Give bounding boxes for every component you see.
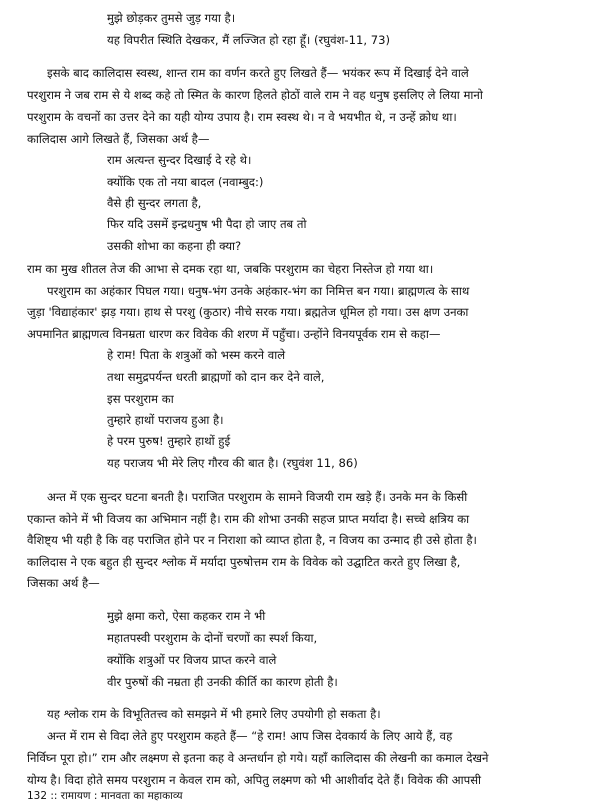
verse-line: मुझे छोड़कर तुमसे जुड़ गया है। (107, 11, 236, 25)
paragraph-line: परशुराम ने जब राम से ये शब्द कहे तो स्मित के कारण हिलते होठों वाले राम ने वह धनुष इसलिए ले लिया मानो (27, 88, 483, 102)
paragraph-line: राम का मुख शीतल तेज की आभा से दमक रहा था, जबकि परशुराम का चेहरा निस्तेज हो गया था। (27, 262, 434, 276)
paragraph-line: एकान्त कोने में भी विजय का अभिमान नहीं है। राम की शोभा उनकी सहज प्राप्त मर्यादा है। सच्चे क्षत्रिय का (27, 512, 470, 526)
paragraph-line: योग्य है। विदा होते समय परशुराम न केवल राम को, अपितु लक्ष्मण को भी आशीर्वाद देते हैं। विवेक की आपसी (27, 773, 482, 787)
verse-line: मुझे क्षमा करो, ऐसा कहकर राम ने भी (107, 609, 266, 623)
paragraph-line: यह श्लोक राम के विभूतितत्त्व को समझने में भी हमारे लिए उपयोगी हो सकता है। (47, 707, 381, 721)
paragraph-line: अन्त में एक सुन्दर घटना बनती है। पराजित परशुराम के सामने विजयी राम खड़े हैं। उनके मन के किसी (47, 490, 468, 504)
verse-line: वैसे ही सुन्दर लगता है, (107, 196, 202, 210)
verse-line: फिर यदि उसमें इन्द्रधनुष भी पैदा हो जाए तब तो (107, 217, 307, 231)
paragraph-line: अन्त में राम से विदा लेते हुए परशुराम कहते हैं— “हे राम! आप जिस देवकार्य के लिए आये हैं, वह (47, 729, 453, 743)
verse-line: वीर पुरुषों की नम्रता ही उनकी कीर्ति का कारण होती है। (107, 675, 338, 689)
page-footer: 132 :: रामायण : मानवता का महाकाव्य (27, 790, 183, 802)
verse-line: तुम्हारे हाथों पराजय हुआ है। (107, 413, 224, 427)
paragraph-line: जिसका अर्थ है— (27, 576, 100, 590)
verse-line: राम अत्यन्त सुन्दर दिखाई दे रहे थे। (107, 153, 252, 167)
verse-line: महातपस्वी परशुराम के दोनों चरणों का स्पर्श किया, (107, 631, 318, 645)
verse-line: तथा समुद्रपर्यन्त धरती ब्राह्मणों को दान कर देने वाले, (107, 370, 325, 384)
paragraph-line: परशुराम का अहंकार पिघल गया। धनुष-भंग उनके अहंकार-भंग का निमित्त बन गया। ब्राह्मणत्व के साथ (47, 284, 470, 298)
paragraph-line: जुड़ा 'विद्याहंकार' झड़ गया। हाथ से परशु (कुठार) नीचे सरक गया। ब्रह्मतेज धूमिल हो गया। उस क्षण उनका (27, 305, 469, 319)
paragraph-line: इसके बाद कालिदास स्वस्थ, शान्त राम का वर्णन करते हुए लिखते हैं— भयंकर रूप में दिखाई देने वाले (47, 66, 469, 80)
paragraph-line: निर्विघ्न पूरा हो।” राम और लक्ष्मण से इतना कह वे अन्तर्धान हो गये। यहाँ कालिदास की लेखनी का कमाल देखने (27, 751, 489, 765)
verse-line: हे राम! पिता के शत्रुओं को भस्म करने वाले (107, 348, 286, 362)
paragraph-line: वैशिष्ट्य भी यही है कि वह पराजित होने पर न निराशा को व्याप्त होता है, न विजय का उन्माद ही उसे होता है। (27, 533, 477, 547)
verse-line: हे परम पुरुष! तुम्हारे हाथों हुई (107, 434, 231, 448)
verse-line: क्योंकि एक तो नया बादल (नवाम्बुद:) (107, 175, 264, 189)
paragraph-line: अपमानित ब्राह्मणत्व विनम्रता धारण कर विवेक की शरण में पहुँचा। उन्होंने विनयपूर्वक राम से कहा— (27, 327, 441, 341)
verse-line: इस परशुराम का (107, 392, 174, 406)
verse-line: क्योंकि शत्रुओं पर विजय प्राप्त करने वाले (107, 653, 277, 667)
paragraph-line: परशुराम के वचनों का उत्तर देने का यही योग्य उपाय है। राम स्वस्थ थे। न वे भयभीत थे, न उन्हें क्रोध था। (27, 110, 457, 124)
verse-line: उसकी शोभा का कहना ही क्या? (107, 239, 242, 253)
paragraph-line: कालिदास आगे लिखते हैं, जिसका अर्थ है— (27, 132, 210, 146)
verse-line: यह पराजय भी मेरे लिए गौरव की बात है। (रघुवंश 11, 86) (107, 456, 358, 470)
paragraph-line: कालिदास ने एक बहुत ही सुन्दर श्लोक में मर्यादा पुरुषोत्तम राम के विवेक को उद्घाटित करते हुए लिखा है, (27, 555, 461, 569)
verse-line: यह विपरीत स्थिति देखकर, मैं लज्जित हो रहा हूँ। (रघुवंश-11, 73) (107, 33, 390, 47)
